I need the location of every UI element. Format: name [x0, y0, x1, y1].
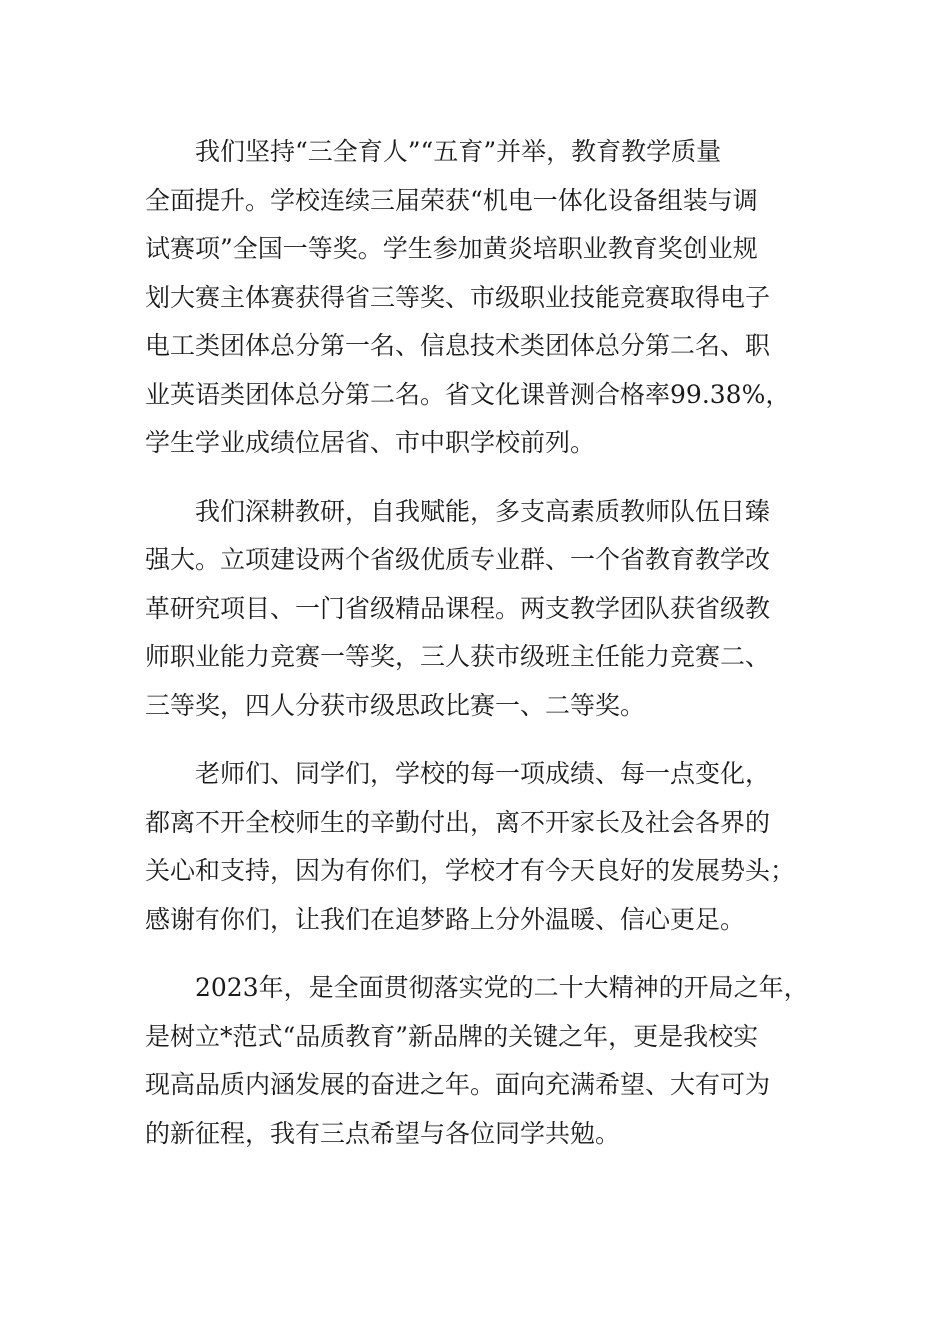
text-line: 强大。立项建设两个省级优质专业群、一个省教育教学改	[145, 545, 771, 574]
paragraph-1	[145, 128, 815, 468]
text-line: 三等奖，四人分获市级思政比赛一、二等奖。	[145, 690, 646, 720]
text-line: 老师们、同学们，学校的每一项成绩、每一点变化，	[195, 759, 771, 788]
text-line: 感谢有你们，让我们在追梦路上分外温暖、信心更足。	[145, 904, 746, 934]
text-line: 试赛项”全国一等奖。学生参加黄炎培职业教育奖创业规	[145, 234, 758, 263]
text-line: 电工类团体总分第一名、信息技术类团体总分第二名、职	[145, 331, 771, 360]
paragraph-3	[145, 750, 815, 944]
text-line: 现高品质内涵发展的奋进之年。面向充满希望、大有可为	[145, 1070, 771, 1099]
text-line: 师职业能力竞赛一等奖，三人获市级班主任能力竞赛二、	[145, 642, 771, 671]
text-line: 业英语类团体总分第二名。省文化课普测合格率99.38%，	[145, 379, 791, 409]
text-line: 关心和支持，因为有你们，学校才有今天良好的发展势头；	[145, 856, 796, 885]
text-line: 全面提升。学校连续三届荣获“机电一体化设备组装与调	[145, 185, 758, 215]
text-line: 我们深耕教研，自我赋能，多支高素质教师队伍日臻	[195, 496, 771, 526]
text-line: 学生学业成绩位居省、市中职学校前列。	[145, 428, 596, 457]
text-line: 2023年，是全面贯彻落实党的二十大精神的开局之年，	[195, 973, 809, 1002]
text-line: 革研究项目、一门省级精品课程。两支教学团队获省级教	[145, 593, 771, 623]
document-body	[145, 128, 815, 1178]
paragraph-2	[145, 488, 815, 731]
text-line: 都离不开全校师生的辛勤付出，离不开家长及社会各界的	[145, 807, 771, 837]
paragraph-4	[145, 964, 815, 1158]
text-line: 的新征程，我有三点希望与各位同学共勉。	[145, 1118, 621, 1148]
text-line: 是树立*范式“品质教育”新品牌的关键之年，更是我校实	[145, 1021, 759, 1051]
text-line: 我们坚持“三全育人”“五育”并举，教育教学质量	[195, 137, 722, 166]
text-line: 划大赛主体赛获得省三等奖、市级职业技能竞赛取得电子	[145, 282, 771, 312]
